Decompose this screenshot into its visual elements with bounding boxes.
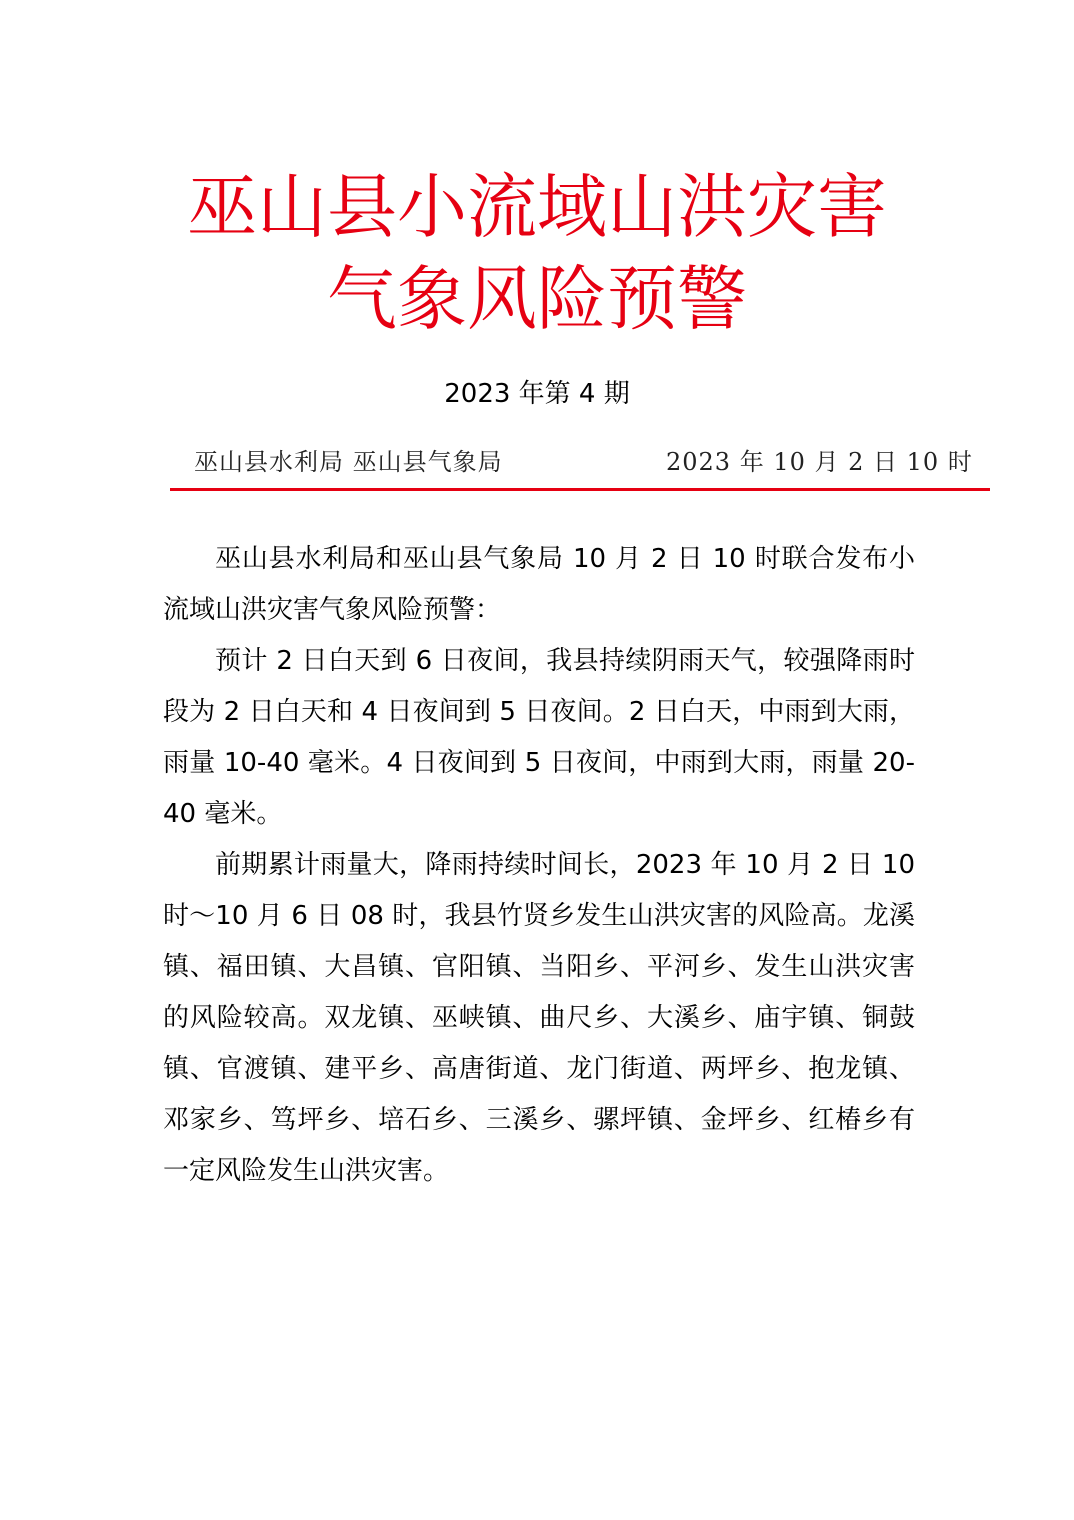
- issue-number: 2023 年第 4 期: [444, 379, 630, 409]
- red-divider-line: [170, 488, 990, 491]
- paragraph-risk: 前期累计雨量大，降雨持续时间长，2023 年 10 月 2 日 10 时～10 月 6 日 08 时，我县竹贤乡发生山洪灾害的风险高。龙溪镇、福田镇、大昌镇、官阳镇、当阳乡、平河乡、发生山洪灾害的风险较高。双龙镇、巫峡镇、曲尺乡、大溪乡、庙宇镇、铜鼓镇、官渡镇、建平乡、高唐街道、龙门街道、两坪乡、抱龙镇、邓家乡、笃坪乡、培石乡、三溪乡、骡坪镇、金坪乡、红椿乡有一定风险发生山洪灾害。: [163, 850, 915, 1186]
- issue-time: 2023 年 10 月 2 日 10 时: [666, 448, 973, 476]
- paragraph-intro: 巫山县水利局和巫山县气象局 10 月 2 日 10 时联合发布小流域山洪灾害气象风险预警：: [163, 544, 915, 625]
- paragraph-forecast: 预计 2 日白天到 6 日夜间，我县持续阴雨天气，较强降雨时段为 2 日白天和 4 日夜间到 5 日夜间。2 日白天，中雨到大雨，雨量 10-40 毫米。4 日夜间到 5 日夜间，中雨到大雨，雨量 20-40 毫米。: [163, 646, 915, 829]
- document-title-line-1: 巫山县小流域山洪灾害: [187, 166, 887, 248]
- document-body: [163, 534, 915, 1197]
- document-title-line-2: 气象风险预警: [327, 258, 747, 340]
- issuing-agencies: 巫山县水利局 巫山县气象局: [194, 448, 503, 476]
